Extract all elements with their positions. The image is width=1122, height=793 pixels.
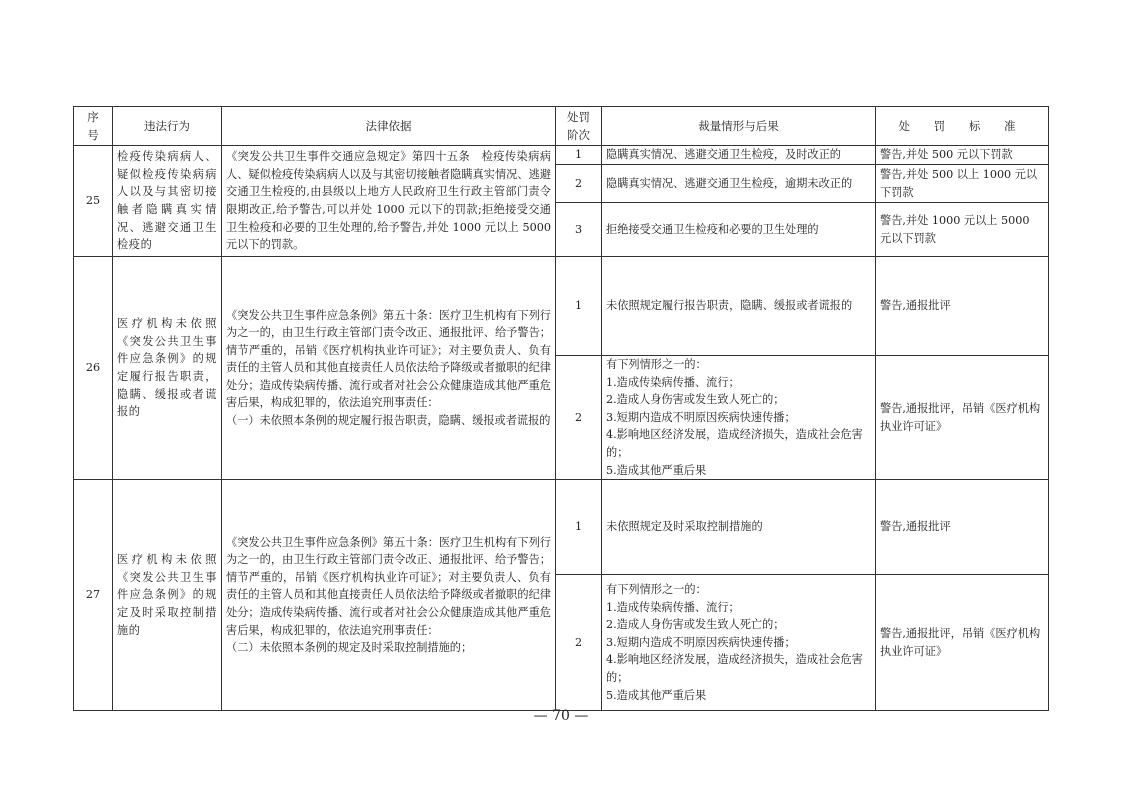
table-row: [74, 257, 1049, 356]
row-standard: 警告,通报批评，吊销《医疗机构执业许可证》: [876, 356, 1049, 480]
table-row: [74, 146, 1049, 165]
row-circumstance: 未依照规定履行报告职责，隐瞒、缓报或者谎报的: [602, 257, 876, 356]
row-standard: 警告,通报批评: [876, 257, 1049, 356]
row-stage: 2: [556, 356, 602, 480]
row-standard: 警告,通报批评: [876, 480, 1049, 575]
row-stage: 1: [556, 146, 602, 165]
header-legal-basis: 法律依据: [222, 107, 556, 146]
row-violation: 医疗机构未依照《突发公共卫生事件应急条例》的规定及时采取控制措施的: [113, 480, 222, 711]
page-number: — 70 —: [533, 708, 589, 724]
row-legal-basis: 《突发公共卫生事件交通应急规定》第四十五条 检疫传染病病人、疑似检疫传染病病人以及与其密切接触者隐瞒真实情况、逃避交通卫生检疫的,由县级以上地方人民政府卫生行政主管部门责令限期改正,给予警告,可以并处 1000 元以下的罚款;拒绝接受交通卫生检疫和必要的卫生处理的,给予警告,并处 1000 元以上 5000 元以下的罚款。: [222, 146, 556, 257]
row-violation: 医疗机构未依照《突发公共卫生事件应急条例》的规定履行报告职责，隐瞒、缓报或者谎报的: [113, 257, 222, 480]
row-violation: 检疫传染病病人、疑似检疫传染病病人以及与其密切接触者隐瞒真实情况、逃避交通卫生检疫的: [113, 146, 222, 257]
penalty-standards-table: [73, 106, 1049, 711]
row-stage: 2: [556, 165, 602, 203]
row-legal-basis: 《突发公共卫生事件应急条例》第五十条：医疗卫生机构有下列行为之一的，由卫生行政主管部门责令改正、通报批评、给予警告；情节严重的，吊销《医疗机构执业许可证》；对主要负责人、负有责任的主管人员和其他直接责任人员依法给予降级或者撤职的纪律处分；造成传染病传播、流行或者对社会公众健康造成其他严重危害后果，构成犯罪的，依法追究刑事责任： （二）未依照本条例的规定及时采取控制措施的；: [222, 480, 556, 711]
row-circumstance: 隐瞒真实情况、逃避交通卫生检疫，逾期未改正的: [602, 165, 876, 203]
row-stage: 3: [556, 203, 602, 257]
row-seq: 27: [74, 480, 113, 711]
table-header-row: [74, 107, 1049, 146]
row-circumstance: 有下列情形之一的： 1.造成传染病传播、流行； 2.造成人身伤害或发生致人死亡的； 3.短期内造成不明原因疾病快速传播； 4.影响地区经济发展，造成经济损失，造成社会危害的； 5.造成其他严重后果: [602, 575, 876, 711]
header-penalty-standard: 处 罚 标 准: [876, 107, 1049, 146]
row-standard: 警告,并处 1000 元以上 5000 元以下罚款: [876, 203, 1049, 257]
header-penalty-stage: 处罚 阶次: [556, 107, 602, 146]
row-stage: 1: [556, 257, 602, 356]
row-circumstance: 未依照规定及时采取控制措施的: [602, 480, 876, 575]
row-circumstance: 隐瞒真实情况、逃避交通卫生检疫，及时改正的: [602, 146, 876, 165]
row-legal-basis: 《突发公共卫生事件应急条例》第五十条：医疗卫生机构有下列行为之一的，由卫生行政主管部门责令改正、通报批评、给予警告；情节严重的，吊销《医疗机构执业许可证》；对主要负责人、负有责任的主管人员和其他直接责任人员依法给予降级或者撤职的纪律处分；造成传染病传播、流行或者对社会公众健康造成其他严重危害后果，构成犯罪的，依法追究刑事责任： （一）未依照本条例的规定履行报告职责，隐瞒、缓报或者谎报的: [222, 257, 556, 480]
row-standard: 警告,通报批评，吊销《医疗机构执业许可证》: [876, 575, 1049, 711]
row-circumstance: 拒绝接受交通卫生检疫和必要的卫生处理的: [602, 203, 876, 257]
row-stage: 2: [556, 575, 602, 711]
row-stage: 1: [556, 480, 602, 575]
row-standard: 警告,并处 500 元以下罚款: [876, 146, 1049, 165]
row-seq: 26: [74, 257, 113, 480]
row-seq: 25: [74, 146, 113, 257]
header-circumstance: 裁量情形与后果: [602, 107, 876, 146]
header-seq: 序 号: [74, 107, 113, 146]
row-standard: 警告,并处 500 以上 1000 元以下罚款: [876, 165, 1049, 203]
table-row: [74, 480, 1049, 575]
row-circumstance: 有下列情形之一的： 1.造成传染病传播、流行； 2.造成人身伤害或发生致人死亡的； 3.短期内造成不明原因疾病快速传播； 4.影响地区经济发展，造成经济损失，造成社会危害的； 5.造成其他严重后果: [602, 356, 876, 480]
header-violation: 违法行为: [113, 107, 222, 146]
